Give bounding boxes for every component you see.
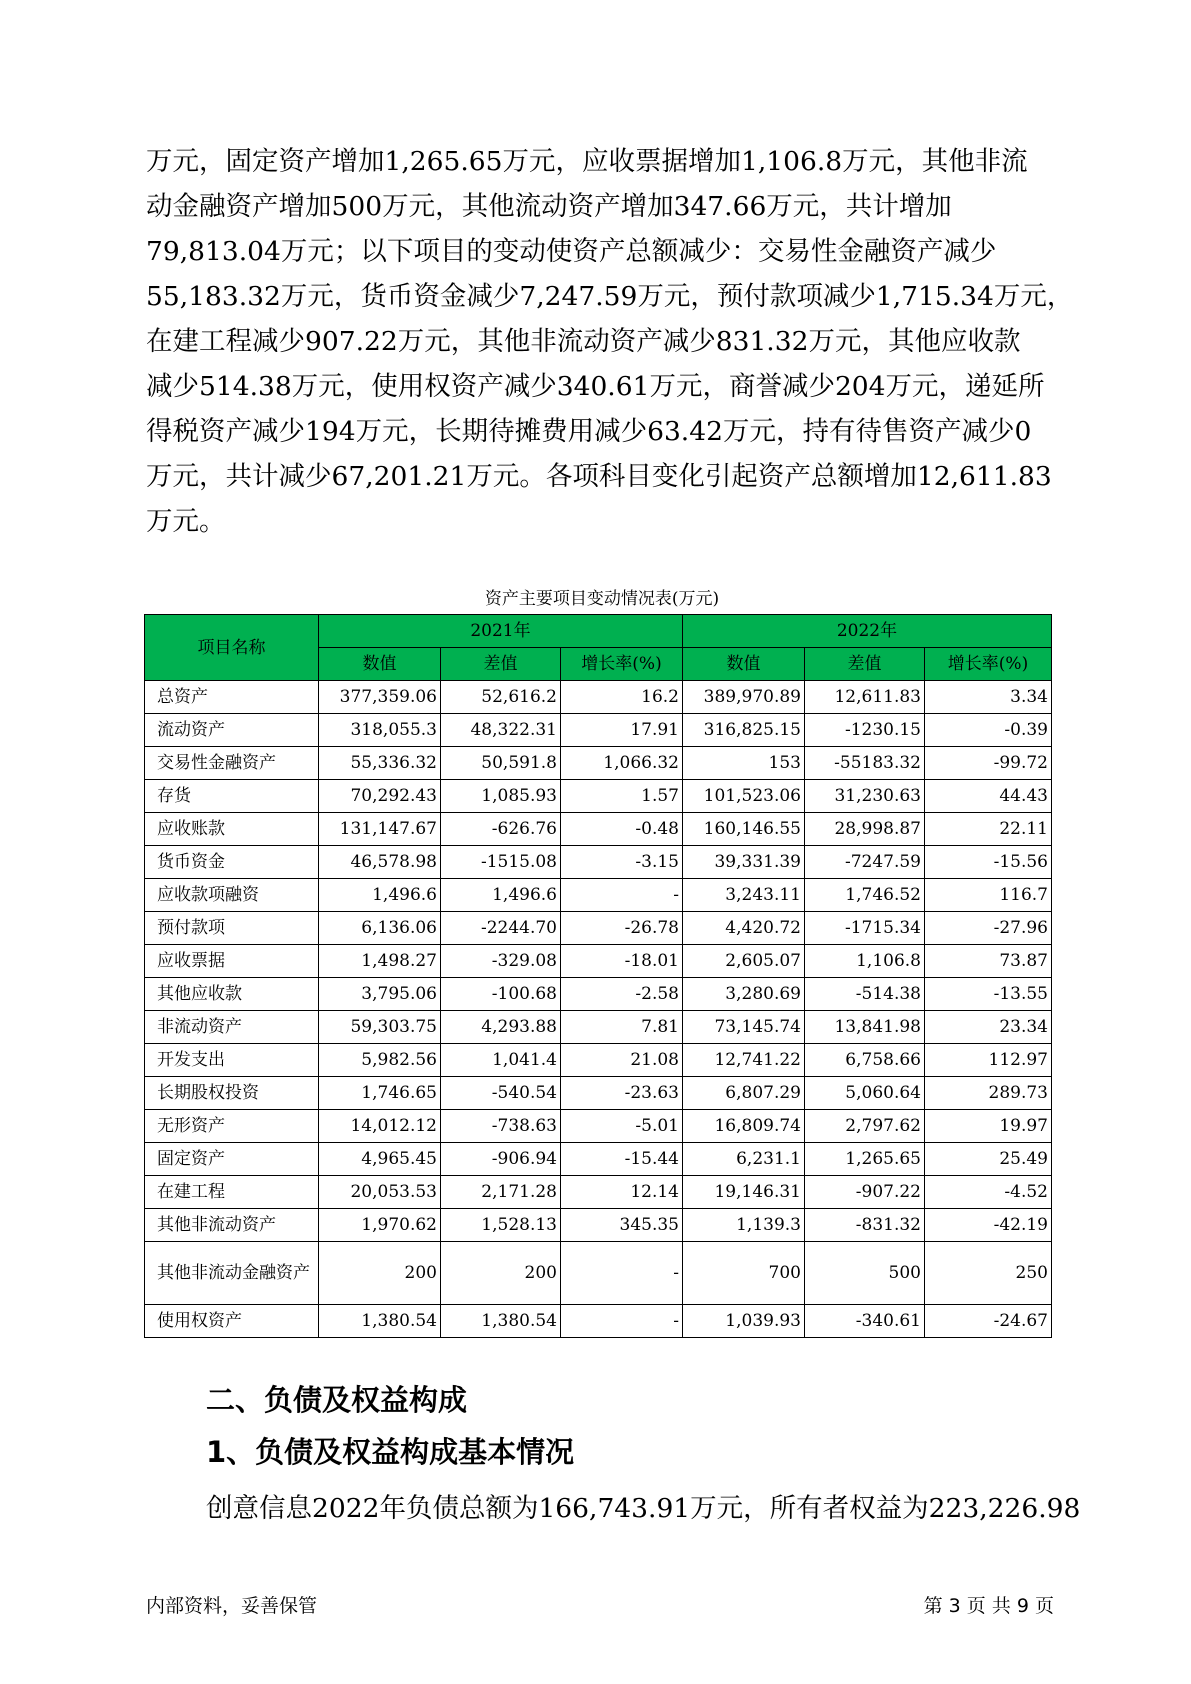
cell-value-2021: 131,147.67	[319, 813, 441, 846]
cell-diff-2021: -1515.08	[441, 846, 561, 879]
cell-value-2021: 1,498.27	[319, 945, 441, 978]
cell-item-name: 使用权资产	[145, 1305, 319, 1338]
cell-diff-2021: 1,496.6	[441, 879, 561, 912]
cell-item-name: 货币资金	[145, 846, 319, 879]
cell-value-2021: 46,578.98	[319, 846, 441, 879]
cell-growth-2022: -99.72	[925, 747, 1052, 780]
cell-growth-2022: -15.56	[925, 846, 1052, 879]
cell-growth-2021: -	[561, 1242, 683, 1305]
paragraph-line: 55,183.32万元，货币资金减少7,247.59万元，预付款项减少1,715.34万元，	[146, 281, 1074, 312]
paragraph-line: 得税资产减少194万元，长期待摊费用减少63.42万元，持有待售资产减少0	[146, 416, 1032, 447]
cell-value-2021: 3,795.06	[319, 978, 441, 1011]
table-row	[145, 912, 1052, 945]
cell-diff-2022: 13,841.98	[805, 1011, 925, 1044]
cell-item-name: 流动资产	[145, 714, 319, 747]
cell-diff-2021: -100.68	[441, 978, 561, 1011]
table-row	[145, 681, 1052, 714]
cell-value-2022: 153	[683, 747, 805, 780]
cell-value-2022: 389,970.89	[683, 681, 805, 714]
cell-value-2022: 1,139.3	[683, 1209, 805, 1242]
cell-value-2021: 55,336.32	[319, 747, 441, 780]
cell-diff-2021: 48,322.31	[441, 714, 561, 747]
header-growth-2021: 增长率(%)	[561, 648, 683, 681]
cell-growth-2021: -3.15	[561, 846, 683, 879]
cell-value-2021: 1,380.54	[319, 1305, 441, 1338]
cell-value-2022: 19,146.31	[683, 1176, 805, 1209]
cell-diff-2022: -1715.34	[805, 912, 925, 945]
cell-growth-2021: 345.35	[561, 1209, 683, 1242]
cell-item-name: 长期股权投资	[145, 1077, 319, 1110]
table-row	[145, 1242, 1052, 1305]
paragraph-line: 减少514.38万元，使用权资产减少340.61万元，商誉减少204万元，递延所	[146, 371, 1045, 402]
paragraph-line: 万元，固定资产增加1,265.65万元，应收票据增加1,106.8万元，其他非流	[146, 146, 1028, 177]
cell-value-2022: 6,231.1	[683, 1143, 805, 1176]
cell-growth-2021: -18.01	[561, 945, 683, 978]
paragraph-line: 万元，共计减少67,201.21万元。各项科目变化引起资产总额增加12,611.83	[146, 461, 1052, 492]
cell-value-2021: 1,746.65	[319, 1077, 441, 1110]
table-row	[145, 945, 1052, 978]
cell-growth-2021: -	[561, 1305, 683, 1338]
cell-diff-2021: -2244.70	[441, 912, 561, 945]
cell-growth-2022: -13.55	[925, 978, 1052, 1011]
section-heading: 二、负债及权益构成	[206, 1383, 468, 1417]
cell-growth-2022: 44.43	[925, 780, 1052, 813]
cell-item-name: 其他应收款	[145, 978, 319, 1011]
cell-growth-2022: 25.49	[925, 1143, 1052, 1176]
cell-diff-2022: -7247.59	[805, 846, 925, 879]
cell-item-name: 应收票据	[145, 945, 319, 978]
cell-growth-2022: 3.34	[925, 681, 1052, 714]
table-caption: 资产主要项目变动情况表(万元)	[484, 589, 720, 609]
cell-growth-2022: -27.96	[925, 912, 1052, 945]
table-body	[145, 681, 1052, 1338]
cell-value-2021: 59,303.75	[319, 1011, 441, 1044]
cell-item-name: 存货	[145, 780, 319, 813]
cell-growth-2021: -26.78	[561, 912, 683, 945]
cell-diff-2022: 31,230.63	[805, 780, 925, 813]
table-row	[145, 1305, 1052, 1338]
cell-diff-2022: -55183.32	[805, 747, 925, 780]
paragraph-line: 79,813.04万元；以下项目的变动使资产总额减少：交易性金融资产减少	[146, 236, 997, 267]
cell-growth-2021: 21.08	[561, 1044, 683, 1077]
paragraph-line: 万元。	[146, 506, 226, 537]
table-row	[145, 1176, 1052, 1209]
cell-item-name: 预付款项	[145, 912, 319, 945]
cell-value-2021: 4,965.45	[319, 1143, 441, 1176]
cell-item-name: 其他非流动资产	[145, 1209, 319, 1242]
cell-value-2022: 6,807.29	[683, 1077, 805, 1110]
cell-diff-2022: 1,106.8	[805, 945, 925, 978]
cell-diff-2022: 1,746.52	[805, 879, 925, 912]
cell-item-name: 开发支出	[145, 1044, 319, 1077]
cell-diff-2022: -1230.15	[805, 714, 925, 747]
header-growth-2022: 增长率(%)	[925, 648, 1052, 681]
header-value-2021: 数值	[319, 648, 441, 681]
table-row	[145, 1143, 1052, 1176]
cell-value-2022: 3,280.69	[683, 978, 805, 1011]
cell-diff-2021: 200	[441, 1242, 561, 1305]
section-subheading: 1、负债及权益构成基本情况	[206, 1435, 575, 1469]
cell-growth-2022: 112.97	[925, 1044, 1052, 1077]
cell-value-2021: 5,982.56	[319, 1044, 441, 1077]
cell-diff-2021: 50,591.8	[441, 747, 561, 780]
cell-value-2022: 160,146.55	[683, 813, 805, 846]
cell-item-name: 固定资产	[145, 1143, 319, 1176]
cell-growth-2021: -5.01	[561, 1110, 683, 1143]
cell-value-2021: 6,136.06	[319, 912, 441, 945]
cell-value-2021: 70,292.43	[319, 780, 441, 813]
header-item-name: 项目名称	[145, 615, 319, 681]
table-row	[145, 1044, 1052, 1077]
cell-item-name: 交易性金融资产	[145, 747, 319, 780]
paragraph-line: 在建工程减少907.22万元，其他非流动资产减少831.32万元，其他应收款	[146, 326, 1021, 357]
cell-diff-2021: -329.08	[441, 945, 561, 978]
cell-growth-2022: 23.34	[925, 1011, 1052, 1044]
cell-item-name: 应收账款	[145, 813, 319, 846]
cell-growth-2021: 12.14	[561, 1176, 683, 1209]
cell-growth-2021: -23.63	[561, 1077, 683, 1110]
header-year-2021: 2021年	[319, 615, 683, 648]
cell-growth-2022: 19.97	[925, 1110, 1052, 1143]
footer-page-number: 第 3 页 共 9 页	[923, 1595, 1054, 1617]
cell-growth-2022: -24.67	[925, 1305, 1052, 1338]
cell-value-2022: 4,420.72	[683, 912, 805, 945]
table-row	[145, 1209, 1052, 1242]
cell-item-name: 总资产	[145, 681, 319, 714]
table-row	[145, 1110, 1052, 1143]
table-row	[145, 846, 1052, 879]
table-row	[145, 1011, 1052, 1044]
cell-growth-2022: 116.7	[925, 879, 1052, 912]
cell-diff-2022: -831.32	[805, 1209, 925, 1242]
table-row	[145, 813, 1052, 846]
header-diff-2022: 差值	[805, 648, 925, 681]
cell-growth-2021: -0.48	[561, 813, 683, 846]
cell-growth-2022: 250	[925, 1242, 1052, 1305]
cell-diff-2021: -540.54	[441, 1077, 561, 1110]
cell-diff-2022: 28,998.87	[805, 813, 925, 846]
table-row	[145, 714, 1052, 747]
cell-value-2022: 101,523.06	[683, 780, 805, 813]
cell-diff-2021: 4,293.88	[441, 1011, 561, 1044]
cell-growth-2022: 289.73	[925, 1077, 1052, 1110]
cell-value-2021: 1,496.6	[319, 879, 441, 912]
cell-growth-2022: 22.11	[925, 813, 1052, 846]
cell-diff-2022: 12,611.83	[805, 681, 925, 714]
cell-value-2022: 700	[683, 1242, 805, 1305]
cell-item-name: 应收款项融资	[145, 879, 319, 912]
cell-value-2022: 1,039.93	[683, 1305, 805, 1338]
asset-change-table	[144, 614, 1052, 1338]
cell-growth-2021: -15.44	[561, 1143, 683, 1176]
cell-growth-2021: -	[561, 879, 683, 912]
liability-paragraph	[206, 1486, 1081, 1531]
cell-diff-2022: -340.61	[805, 1305, 925, 1338]
cell-diff-2021: 1,085.93	[441, 780, 561, 813]
table-row	[145, 879, 1052, 912]
footer-confidential-note: 内部资料，妥善保管	[146, 1595, 318, 1617]
cell-value-2021: 14,012.12	[319, 1110, 441, 1143]
cell-value-2021: 377,359.06	[319, 681, 441, 714]
cell-diff-2022: -514.38	[805, 978, 925, 1011]
cell-diff-2022: 6,758.66	[805, 1044, 925, 1077]
cell-growth-2021: -2.58	[561, 978, 683, 1011]
cell-value-2022: 316,825.15	[683, 714, 805, 747]
cell-diff-2022: 500	[805, 1242, 925, 1305]
cell-value-2022: 3,243.11	[683, 879, 805, 912]
cell-value-2021: 318,055.3	[319, 714, 441, 747]
cell-item-name: 其他非流动金融资产	[145, 1242, 319, 1305]
cell-growth-2021: 7.81	[561, 1011, 683, 1044]
cell-value-2021: 20,053.53	[319, 1176, 441, 1209]
cell-diff-2022: 5,060.64	[805, 1077, 925, 1110]
cell-growth-2022: -42.19	[925, 1209, 1052, 1242]
cell-diff-2021: -906.94	[441, 1143, 561, 1176]
cell-growth-2021: 16.2	[561, 681, 683, 714]
header-value-2022: 数值	[683, 648, 805, 681]
cell-value-2022: 39,331.39	[683, 846, 805, 879]
cell-item-name: 在建工程	[145, 1176, 319, 1209]
paragraph-line: 动金融资产增加500万元，其他流动资产增加347.66万元，共计增加	[146, 191, 952, 222]
header-diff-2021: 差值	[441, 648, 561, 681]
cell-value-2022: 2,605.07	[683, 945, 805, 978]
cell-value-2022: 16,809.74	[683, 1110, 805, 1143]
paragraph-line: 创意信息2022年负债总额为166,743.91万元，所有者权益为223,226.98	[206, 1493, 1081, 1524]
asset-change-paragraph	[146, 139, 1074, 544]
cell-growth-2021: 1,066.32	[561, 747, 683, 780]
cell-growth-2022: -4.52	[925, 1176, 1052, 1209]
cell-value-2022: 12,741.22	[683, 1044, 805, 1077]
cell-diff-2021: -626.76	[441, 813, 561, 846]
cell-diff-2022: 1,265.65	[805, 1143, 925, 1176]
cell-item-name: 无形资产	[145, 1110, 319, 1143]
header-year-2022: 2022年	[683, 615, 1052, 648]
cell-diff-2021: 1,041.4	[441, 1044, 561, 1077]
cell-value-2021: 200	[319, 1242, 441, 1305]
table-row	[145, 1077, 1052, 1110]
table-row	[145, 747, 1052, 780]
cell-growth-2021: 17.91	[561, 714, 683, 747]
cell-growth-2022: -0.39	[925, 714, 1052, 747]
cell-diff-2021: 52,616.2	[441, 681, 561, 714]
cell-value-2021: 1,970.62	[319, 1209, 441, 1242]
cell-growth-2021: 1.57	[561, 780, 683, 813]
cell-diff-2021: 2,171.28	[441, 1176, 561, 1209]
cell-diff-2021: 1,380.54	[441, 1305, 561, 1338]
cell-growth-2022: 73.87	[925, 945, 1052, 978]
cell-diff-2021: 1,528.13	[441, 1209, 561, 1242]
cell-diff-2022: -907.22	[805, 1176, 925, 1209]
cell-diff-2021: -738.63	[441, 1110, 561, 1143]
table-row	[145, 780, 1052, 813]
table-row	[145, 978, 1052, 1011]
cell-value-2022: 73,145.74	[683, 1011, 805, 1044]
cell-diff-2022: 2,797.62	[805, 1110, 925, 1143]
cell-item-name: 非流动资产	[145, 1011, 319, 1044]
